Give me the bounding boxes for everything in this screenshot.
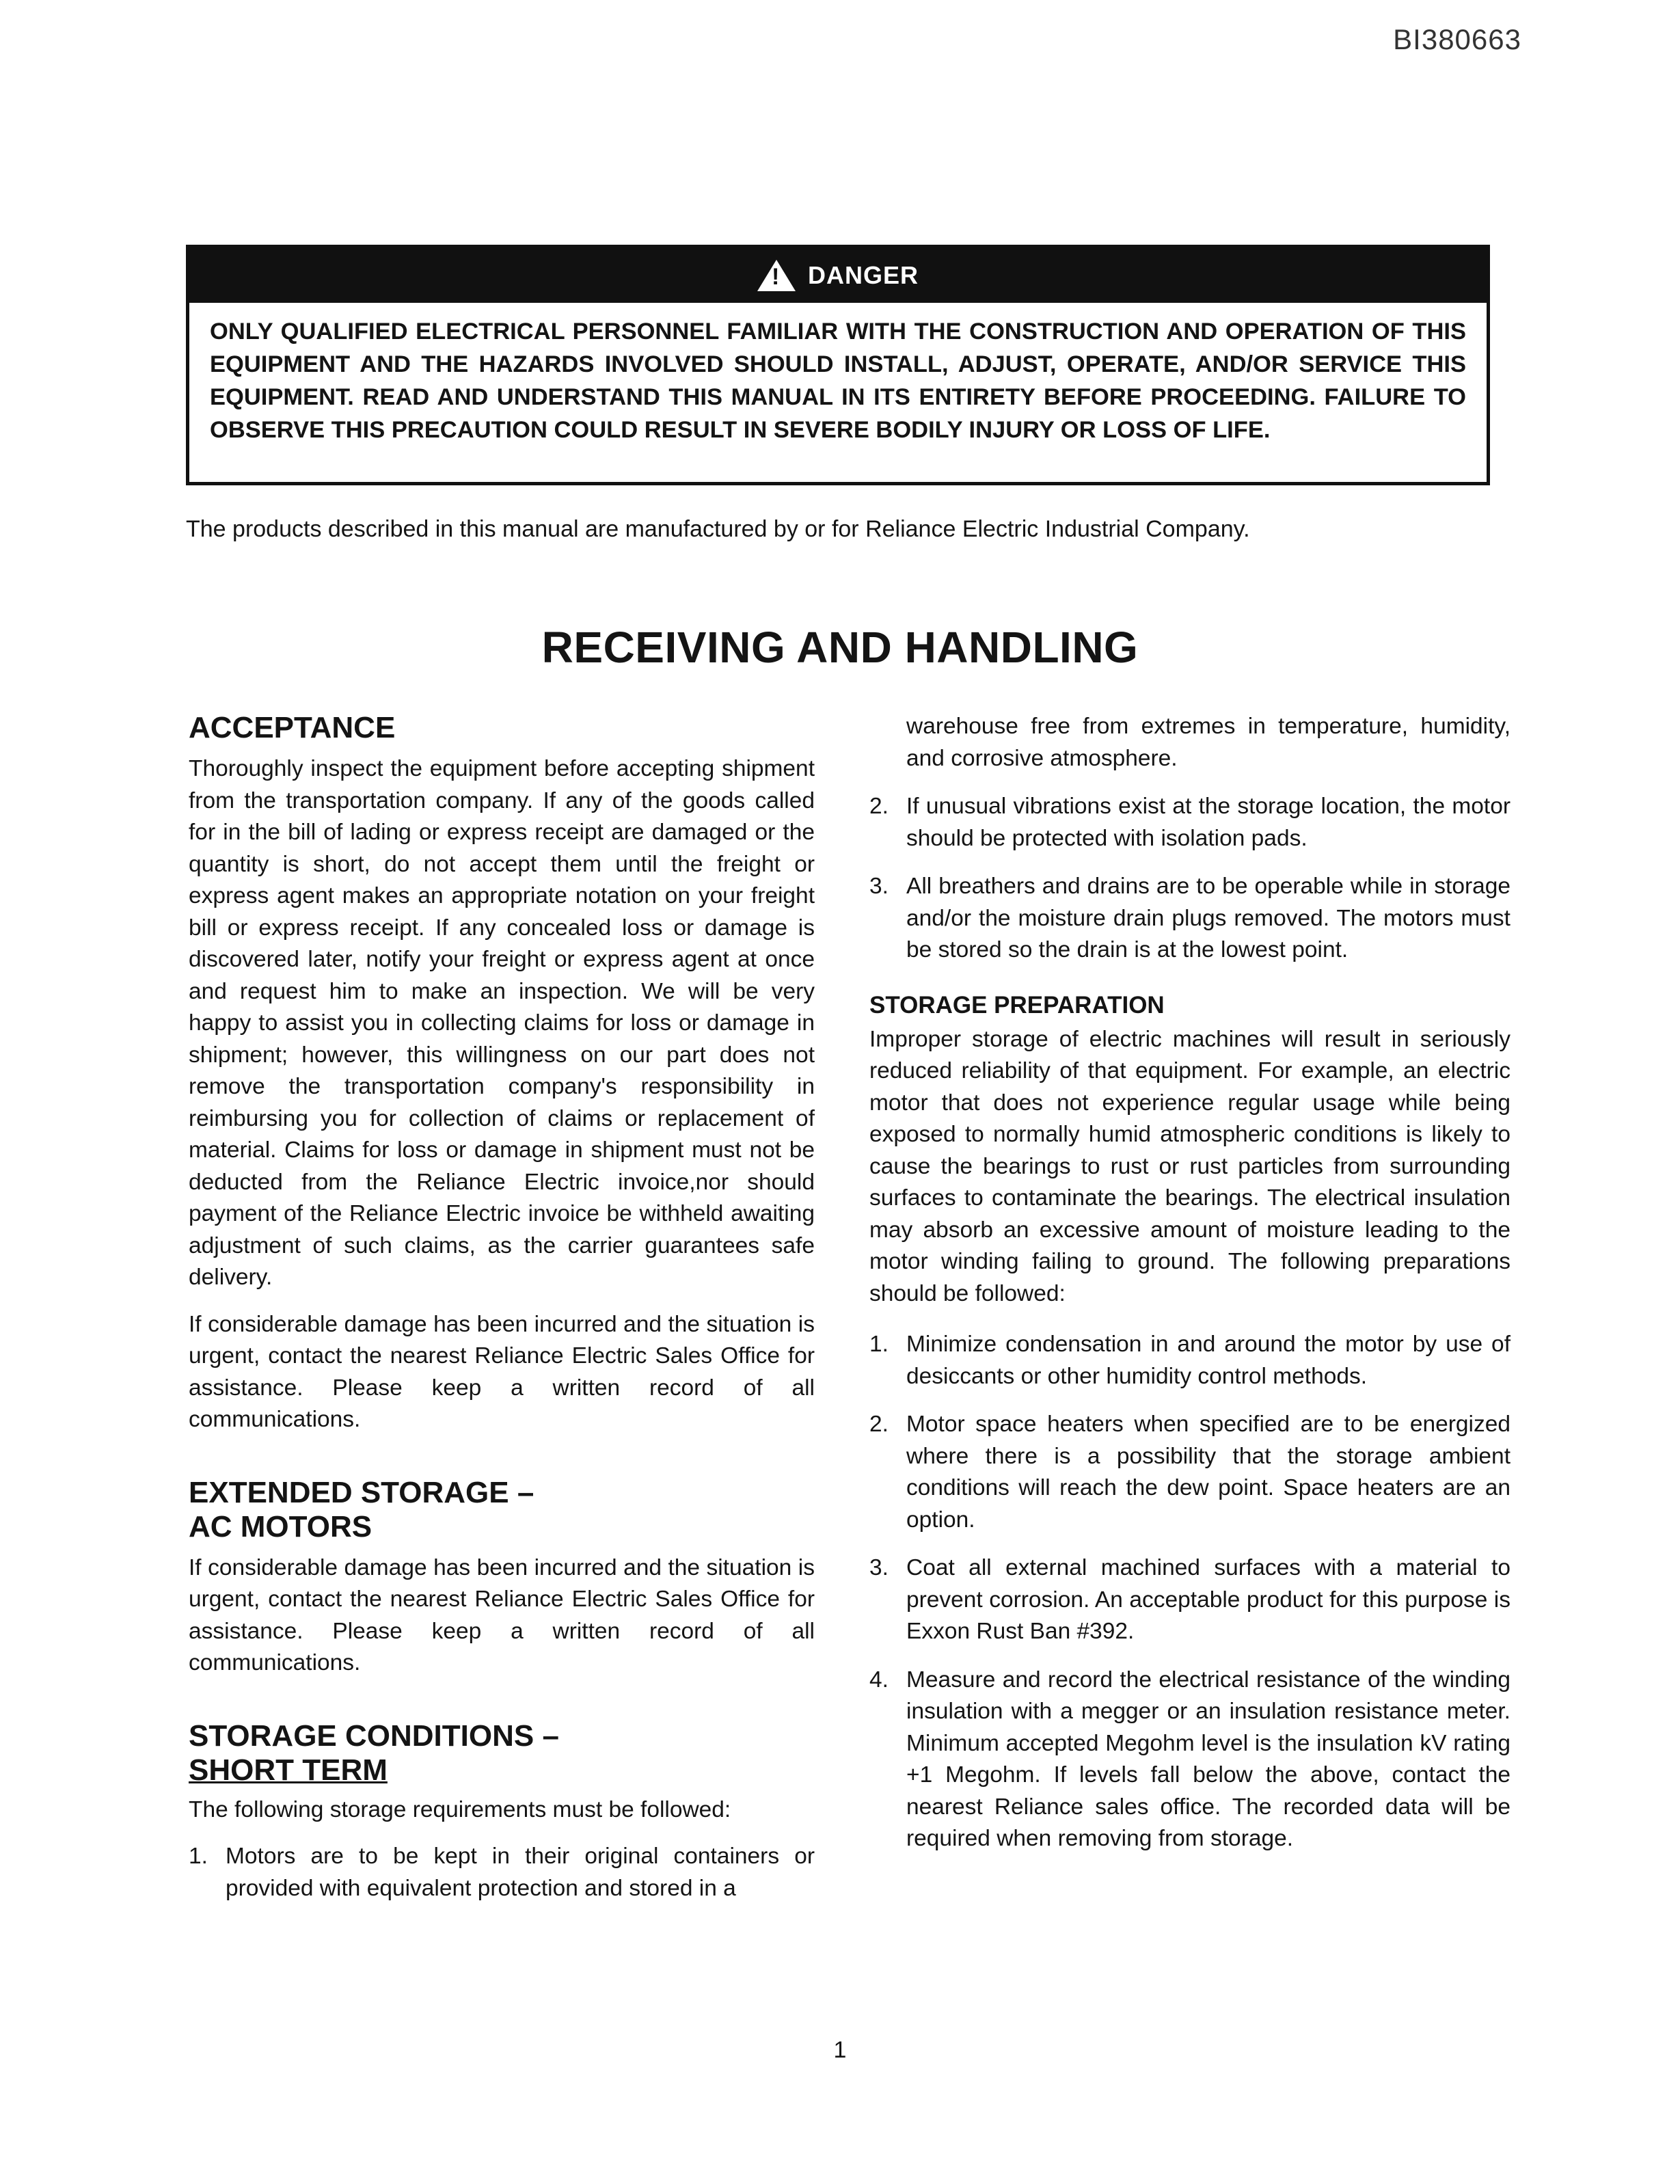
list-item-number: 2. [869, 794, 889, 819]
list-item-continued [869, 711, 1510, 774]
list-item [869, 791, 1510, 854]
intro-text: The products described in this manual are manufactured by or for Reliance Electric Industrial Company. [186, 516, 1250, 542]
extended-storage-heading [189, 1476, 815, 1544]
list-item [869, 871, 1510, 967]
list-item-text: Motor space heaters when specified are to be energized where there is a possibility that the storage ambient conditions will reach the dew point. Space heaters are an option. [906, 1412, 1510, 1533]
acceptance-paragraph-1: Thoroughly inspect the equipment before accepting shipment from the transportation company. If any of the goods called for in the bill of lading or express receipt are damaged or the quantity is short, do not accept them until the freight or express agent makes an appropriate notation on your freight bill or express receipt. If any concealed loss or damage is discovered later, notify your freight or express agent at once and request him to make an inspection. We will be very happy to assist you in collecting claims for loss or damage in shipment; however, this willingness on our part does not remove the transportation company's responsibility in reimbursing you for collection of claims or replacement of material. Claims for loss or damage in shipment must not be deducted from the Reliance Electric invoice,nor should payment of the Reliance Electric invoice be withheld awaiting adjustment of such claims, as the carrier guarantees safe delivery. [189, 756, 815, 1290]
list-item-text: If unusual vibrations exist at the storage location, the motor should be protected with isolation pads. [906, 794, 1510, 851]
danger-text: ONLY QUALIFIED ELECTRICAL PERSONNEL FAMILIAR WITH THE CONSTRUCTION AND OPERATION OF THIS EQUIPMENT AND THE HAZARDS INVOLVED SHOULD INSTALL, ADJUST, OPERATE, AND/OR SERVICE THIS EQUIPMENT. READ AND UNDERSTAND THIS MANUAL IN ITS ENTIRETY BEFORE PROCEEDING. FAILURE TO OBSERVE THIS PRECAUTION COULD RESULT IN SEVERE BODILY INJURY OR LOSS OF LIFE. [210, 319, 1466, 443]
list-item-text: Coat all external machined surfaces with a material to prevent corrosion. An acceptable product for this purpose is Exxon Rust Ban #392. [906, 1555, 1510, 1644]
list-item-text: Measure and record the electrical resistance of the winding insulation with a megger or an insulation resistance meter. Minimum accepted Megohm level is the insulation kV rating +1 Megohm. If levels fall below the above, contact the nearest Reliance sales office. The recorded data will be required when removing from storage. [906, 1667, 1510, 1851]
list-item-text: Motors are to be kept in their original containers or provided with equivalent protection and stored in a [226, 1844, 815, 1901]
list-item-number: 4. [869, 1667, 889, 1693]
storage-conditions-heading-line-2: SHORT TERM [189, 1753, 388, 1787]
list-item-number: 3. [869, 1555, 889, 1580]
danger-label: DANGER [807, 261, 919, 289]
danger-header [189, 248, 1487, 303]
list-item-number: 1. [869, 1332, 889, 1357]
storage-conditions-heading [189, 1719, 815, 1788]
list-item-number: 3. [869, 874, 889, 899]
storage-preparation-heading: STORAGE PREPARATION [869, 991, 1165, 1019]
danger-notice [186, 245, 1490, 485]
page-title: RECEIVING AND HANDLING [541, 623, 1139, 672]
document-id: BI380663 [1393, 23, 1521, 55]
list-item-number: 2. [869, 1412, 889, 1437]
list-item [869, 1664, 1510, 1855]
list-item-number: 1. [189, 1844, 208, 1869]
list-item [869, 1552, 1510, 1648]
list-item-text: warehouse free from extremes in temperature, humidity, and corrosive atmosphere. [906, 714, 1510, 771]
left-column [189, 711, 815, 1904]
list-item [869, 1409, 1510, 1536]
acceptance-paragraph-2: If considerable damage has been incurred and the situation is urgent, contact the nearest Reliance Electric Sales Office for assistance. Please keep a written record of all communications. [189, 1311, 815, 1432]
warning-triangle-icon [757, 260, 796, 291]
page-number: 1 [833, 2037, 847, 2063]
storage-conditions-lead: The following storage requirements must be followed: [189, 1796, 731, 1822]
storage-conditions-heading-line-1: STORAGE CONDITIONS – [189, 1718, 559, 1753]
acceptance-heading: ACCEPTANCE [189, 711, 396, 744]
storage-preparation-paragraph: Improper storage of electric machines will result in seriously reduced reliability of that equipment. For example, an electric motor that does not experience regular usage while being exposed to normally humid atmospheric conditions is likely to cause the bearings to rust or rust particles from surrounding surfaces to contaminate the bearings. The electrical insulation may absorb an excessive amount of moisture leading to the motor winding failing to ground. The following preparations should be followed: [869, 1026, 1510, 1306]
extended-storage-heading-line-1: EXTENDED STORAGE – [189, 1475, 534, 1509]
right-column [869, 711, 1510, 1855]
extended-storage-heading-line-2: AC MOTORS [189, 1509, 372, 1543]
list-item-text: Minimize condensation in and around the motor by use of desiccants or other humidity control methods. [906, 1332, 1510, 1389]
list-item [189, 1841, 815, 1904]
list-item [869, 1329, 1510, 1392]
list-item-text: All breathers and drains are to be operable while in storage and/or the moisture drain plugs removed. The motors must be stored so the drain is at the lowest point. [906, 874, 1510, 962]
extended-storage-paragraph: If considerable damage has been incurred and the situation is urgent, contact the nearest Reliance Electric Sales Office for assistance. Please keep a written record of all communications. [189, 1554, 815, 1675]
